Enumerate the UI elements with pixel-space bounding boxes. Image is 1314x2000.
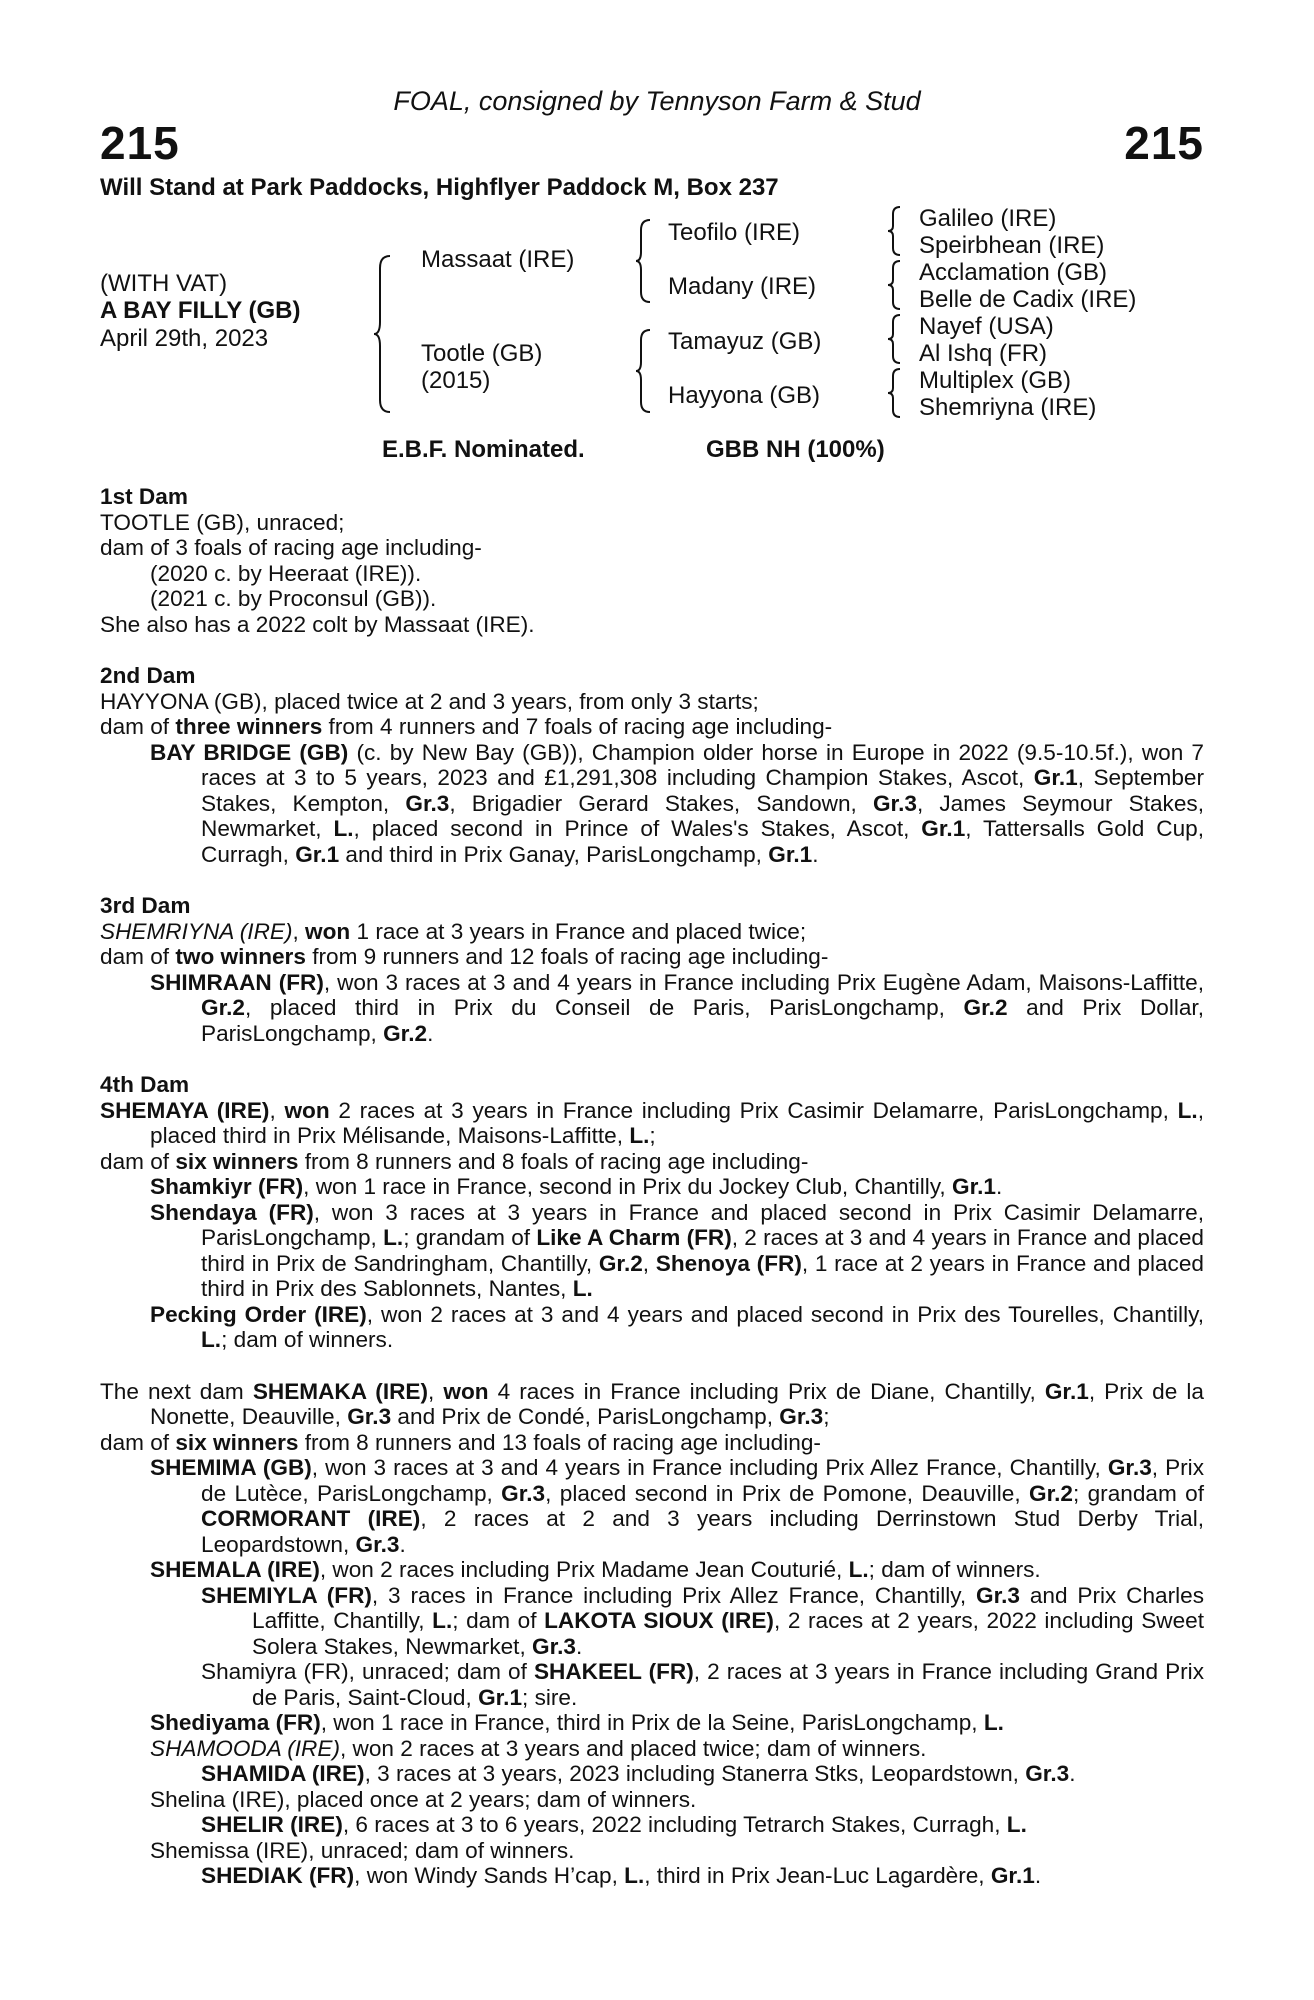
gen3-8: Shemriyna (IRE) (919, 394, 1097, 421)
first-dam-line: She also has a 2022 colt by Massaat (IRE). (100, 611, 535, 637)
horse-name: A BAY FILLY (GB) (100, 297, 301, 324)
produce-entry-sub: Shamiyra (FR), unraced; dam of SHAKEEL (FR), 2 races at 3 years in France including Grand Prix de Paris, Saint-Cloud, Gr.1; sire. (201, 1659, 1204, 1710)
gen3-3: Acclamation (GB) (919, 259, 1108, 286)
first-dam-heading: 1st Dam (100, 484, 188, 509)
produce-entry-sub: SHELIR (IRE), 6 races at 3 to 6 years, 2022 including Tetrarch Stakes, Curragh, L. (201, 1812, 1027, 1837)
first-dam-foal: (2021 c. by Proconsul (GB)). (150, 586, 437, 611)
pedigree-brace-g3-1 (886, 205, 904, 257)
pedigree-brace-sire (634, 218, 654, 304)
gbb-status: GBB NH (100%) (706, 436, 885, 463)
produce-entry: BAY BRIDGE (GB) (c. by New Bay (GB)), Champion older horse in Europe in 2022 (9.5-10.5f.), won 7 races at 3 to 5 years, 2023 and £1,291,308 including Champion Stakes, Ascot, Gr.1, September Stakes, Kempton, Gr.3, Brigadier Gerard Stakes, Sandown, Gr.3, James Seymour Stakes, Newmarket, L., placed second in Prince of Wales's Stakes, Ascot, Gr.1, Tattersalls Gold Cup, Curragh, Gr.1 and third in Prix Ganay, ParisLongchamp, Gr.1. (150, 739, 1205, 867)
fourth-dam-intro: SHEMAYA (IRE), won 2 races at 3 years in France including Prix Casimir Delamarre, ParisLongchamp, L., placed third in Prix Mélisande, Maisons-Laffitte, L.; (100, 1097, 1204, 1148)
gen3-6: Al Ishq (FR) (919, 340, 1048, 367)
third-dam-heading: 3rd Dam (100, 893, 191, 918)
lot-number-left: 215 (100, 117, 180, 169)
pedigree-brace-g3-3 (886, 313, 904, 365)
produce-entry: Shemissa (IRE), unraced; dam of winners. (150, 1837, 575, 1863)
gen2-sire-dam: Madany (IRE) (668, 273, 817, 300)
stand-location: Will Stand at Park Paddocks, Highflyer Paddock M, Box 237 (100, 174, 779, 201)
third-dam-produce-summary: dam of two winners from 9 runners and 12 foals of racing age including- (100, 944, 829, 969)
produce-entry: SHAMOODA (IRE), won 2 races at 3 years and placed twice; dam of winners. (150, 1735, 927, 1761)
gen2-dam-dam: Hayyona (GB) (668, 382, 821, 409)
gen3-7: Multiplex (GB) (919, 367, 1072, 394)
produce-entry: Shendaya (FR), won 3 races at 3 years in France and placed second in Prix Casimir Delamarre, ParisLongchamp, L.; grandam of Like A Charm (FR), 2 races at 3 and 4 years in France and placed third in Prix de Sandringham, Chantilly, Gr.2, Shenoya (FR), 1 race at 2 years in France and placed third in Prix des Sablonnets, Nantes, L. (150, 1199, 1204, 1301)
fourth-dam-produce-summary: dam of six winners from 8 runners and 8 foals of racing age including- (100, 1148, 809, 1174)
next-dam-produce-summary: dam of six winners from 8 runners and 13 foals of racing age including- (100, 1429, 821, 1455)
first-dam-line: TOOTLE (GB), unraced; (100, 509, 345, 535)
sire-name: Massaat (IRE) (421, 246, 575, 273)
gen3-4: Belle de Cadix (IRE) (919, 286, 1137, 313)
second-dam-heading: 2nd Dam (100, 663, 196, 688)
second-dam-intro: HAYYONA (GB), placed twice at 2 and 3 years, from only 3 starts; (100, 688, 759, 714)
produce-entry: SHEMIMA (GB), won 3 races at 3 and 4 years in France including Prix Allez France, Chantilly, Gr.3, Prix de Lutèce, ParisLongchamp, Gr.3, placed second in Prix de Pomone, Deauville, Gr.2; grandam of CORMORANT (IRE), 2 races at 2 and 3 years including Derrinstown Stud Derby Trial, Leopardstown, Gr.3. (150, 1455, 1205, 1557)
lot-number-right: 215 (1124, 117, 1204, 169)
vat-label: (WITH VAT) (100, 270, 228, 297)
produce-entry: SHIMRAAN (FR), won 3 races at 3 and 4 years in France including Prix Eugène Adam, Maisons-Laffitte, Gr.2, placed third in Prix du Conseil de Paris, ParisLongchamp, Gr.2 and Prix Dollar, ParisLongchamp, Gr.2. (150, 969, 1204, 1046)
gen3-5: Nayef (USA) (919, 313, 1054, 340)
pedigree-brace-dam (634, 328, 654, 414)
gen3-2: Speirbhean (IRE) (919, 232, 1105, 259)
catalogue-body (100, 484, 1204, 1889)
first-dam-foal: (2020 c. by Heeraat (IRE)). (150, 560, 422, 586)
produce-entry: Shamkiyr (FR), won 1 race in France, second in Prix du Jockey Club, Chantilly, Gr.1. (150, 1174, 1003, 1199)
ebf-nominated: E.B.F. Nominated. (382, 436, 585, 463)
produce-entry-sub: SHEDIAK (FR), won Windy Sands H’cap, L., third in Prix Jean-Luc Lagardère, Gr.1. (201, 1863, 1042, 1888)
pedigree-brace-g3-2 (886, 259, 904, 311)
consignor-line: FOAL, consigned by Tennyson Farm & Stud (393, 86, 921, 116)
gen3-1: Galileo (IRE) (919, 205, 1057, 232)
pedigree-brace-g3-4 (886, 367, 904, 419)
produce-entry: Shediyama (FR), won 1 race in France, third in Prix de la Seine, ParisLongchamp, L. (150, 1710, 1004, 1735)
produce-entry: Shelina (IRE), placed once at 2 years; dam of winners. (150, 1786, 697, 1812)
gen2-sire-sire: Teofilo (IRE) (668, 219, 801, 246)
produce-entry-sub: SHAMIDA (IRE), 3 races at 3 years, 2023 including Stanerra Stks, Leopardstown, Gr.3. (201, 1761, 1076, 1786)
next-dam-intro: The next dam SHEMAKA (IRE), won 4 races in France including Prix de Diane, Chantilly, Gr.1, Prix de la Nonette, Deauville, Gr.3 and Prix de Condé, ParisLongchamp, Gr.3; (100, 1378, 1204, 1429)
produce-entry-sub: SHEMIYLA (FR), 3 races in France including Prix Allez France, Chantilly, Gr.3 and Prix Charles Laffitte, Chantilly, L.; dam of LAKOTA SIOUX (IRE), 2 races at 2 years, 2022 including Sweet Solera Stakes, Newmarket, Gr.3. (201, 1582, 1204, 1659)
produce-entry: Pecking Order (IRE), won 2 races at 3 and 4 years and placed second in Prix des Tourelles, Chantilly, L.; dam of winners. (150, 1301, 1204, 1352)
dam-name: Tootle (GB) (421, 340, 543, 367)
dam-year: (2015) (421, 367, 491, 394)
fourth-dam-heading: 4th Dam (100, 1072, 190, 1097)
foaling-date: April 29th, 2023 (100, 325, 269, 352)
gen2-dam-sire: Tamayuz (GB) (668, 328, 822, 355)
produce-entry: SHEMALA (IRE), won 2 races including Prix Madame Jean Couturié, L.; dam of winners. (150, 1557, 1041, 1582)
pedigree-brace-main (372, 254, 394, 414)
first-dam-line: dam of 3 foals of racing age including- (100, 535, 482, 560)
third-dam-intro: SHEMRIYNA (IRE), won 1 race at 3 years in France and placed twice; (100, 918, 807, 944)
second-dam-produce-summary: dam of three winners from 4 runners and 7 foals of racing age including- (100, 714, 833, 739)
